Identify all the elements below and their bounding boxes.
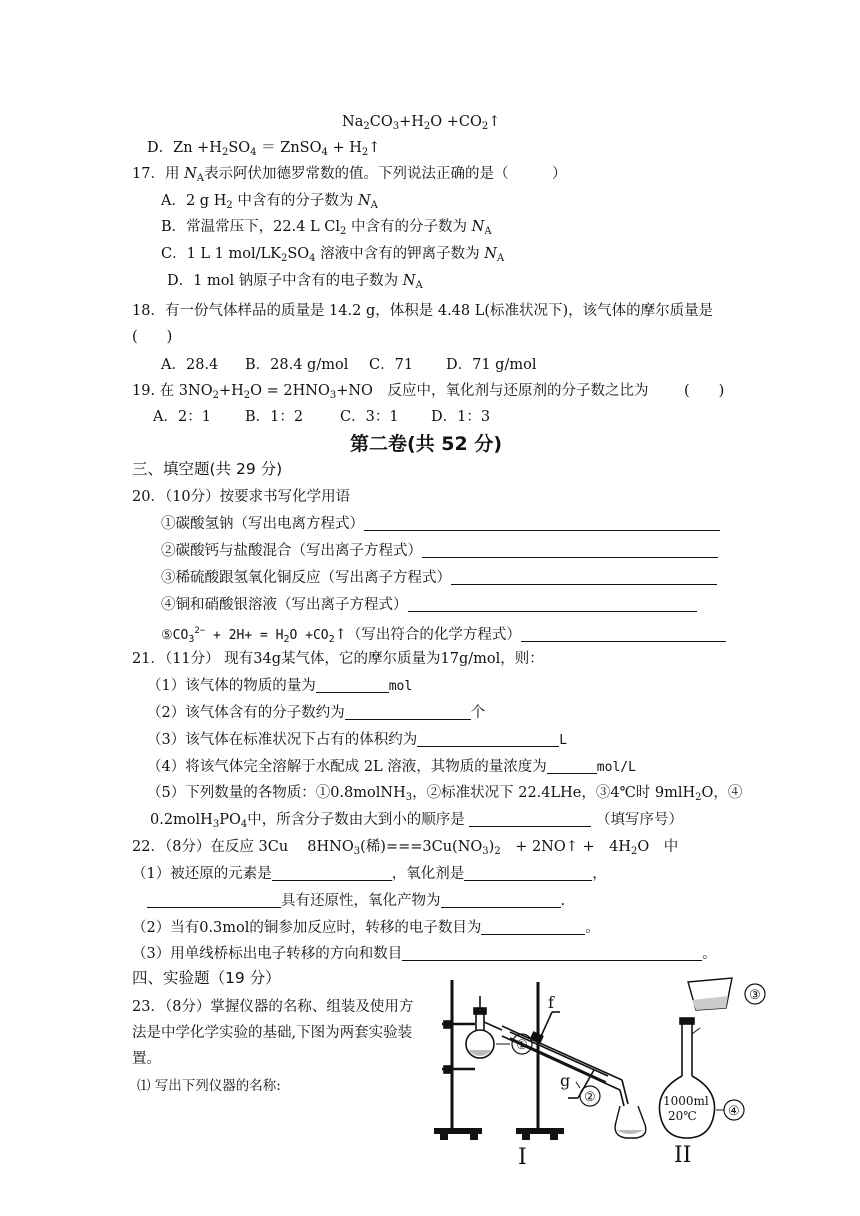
- answer-blank[interactable]: [402, 945, 702, 961]
- q18-option-a: A．28.4: [161, 357, 219, 373]
- apparatus-figure: [430, 972, 770, 1168]
- q22-line-1: （1）被还原的元素是 ，氧化剂是 ，: [132, 866, 607, 882]
- q16-option-c-continuation: $Na_2CO_3+H_2O$ $+CO_2↑$: [342, 114, 501, 132]
- q21-stem: 21．（11分） 现有34g某气体，它的摩尔质量为17g/mol，则：: [132, 651, 544, 667]
- answer-blank[interactable]: [408, 596, 697, 612]
- q21-part-5-cont: $0.2molH_3PO_4$中，所含分子数由大到小的顺序是 （填写序号）: [150, 812, 683, 830]
- q23-line-3: 置。: [132, 1051, 161, 1067]
- q18-option-b: B．28.4 g/mol: [245, 357, 349, 373]
- answer-blank[interactable]: [147, 892, 281, 908]
- q20-item-2: ②碳酸钙与盐酸混合（写出离子方程式）: [161, 541, 718, 561]
- q20-item-1: ①碳酸氢钠（写出电离方程式）: [161, 514, 720, 534]
- q20-item-4: ④铜和硝酸银溶液（写出离子方程式）: [161, 595, 697, 615]
- q23-line-4: ⑴ 写出下列仪器的名称:: [137, 1078, 281, 1094]
- label-set-i: I: [518, 1145, 527, 1168]
- q18-stem: 18．有一份气体样品的质量是 14.2 g，体积是 4.48 L(标准状况下)，该气体的摩尔质量是: [132, 303, 714, 319]
- q23-line-2: 法是中学化学实验的基础,下图为两套实验装: [132, 1025, 413, 1041]
- label-f: f: [548, 993, 554, 1012]
- q21-part-2: （2）该气体含有的分子数约为 个: [147, 705, 486, 721]
- q19-option-b: B．1：2: [245, 409, 304, 425]
- q17-option-a: A．2 g $H_2$ 中含有的分子数为 $N_A$: [161, 193, 378, 211]
- q22-line-3: （2）当有0.3mol的铜参加反应时，转移的电子数目为 。: [132, 920, 600, 936]
- q17-option-d: D．1 mol 钠原子中含有的电子数为 $N_A$: [167, 273, 423, 291]
- q19-stem: 19. 在 $3NO_2+H_2O = 2HNO_3+NO$ 反应中，氧化剂与还原剂的分子数之比为: [132, 383, 649, 401]
- q19-option-a: A．2：1: [153, 409, 211, 425]
- q17-stem: 17．用 $N_A$表示阿伏加德罗常数的值。下列说法正确的是（ ）: [132, 166, 567, 184]
- part2-title: 第二卷(共 52 分): [350, 433, 503, 455]
- answer-blank[interactable]: [469, 811, 591, 827]
- flask-temp-label: 20℃: [668, 1109, 697, 1123]
- answer-blank[interactable]: [422, 542, 718, 558]
- answer-blank[interactable]: [547, 758, 597, 774]
- q21-part-3: （3）该气体在标准状况下占有的体积约为 L: [147, 732, 568, 748]
- q22-stem: 22．（8分）在反应 3Cu $8HNO_3$(稀)$===3Cu(NO_3)_2$ + 2NO↑ + $4H_2O$ 中: [132, 839, 679, 857]
- q19-paren: ( ): [684, 383, 725, 399]
- q18-option-c: C．71: [369, 357, 414, 373]
- answer-blank[interactable]: [521, 626, 726, 642]
- q17-option-c: C．1 L 1 mol/$LK_2SO_4$ 溶液中含有的钾离子数为 $N_A$: [161, 246, 505, 264]
- q17-option-b: B．常温常压下，22.4 L $Cl_2$ 中含有的分子数为 $N_A$: [161, 219, 492, 237]
- answer-blank[interactable]: [272, 865, 392, 881]
- q19-option-d: D．1：3: [431, 409, 491, 425]
- q19-option-c: C．3：1: [340, 409, 399, 425]
- q21-part-5: （5）下列数量的各物质：①0.8molNH$_3$，②标准状况下 22.4LHe，③4℃时 9mlH$_2$O，④: [147, 785, 743, 803]
- label-3: ③: [749, 988, 761, 1003]
- q20-item-5: $⑤CO_3^{2-} + 2H+ = H_2O$ $+CO_2↑$（写出符合的化学方程式）: [161, 621, 726, 650]
- label-1: ①: [516, 1038, 528, 1053]
- answer-blank[interactable]: [417, 731, 559, 747]
- q18-option-d: D．71 g/mol: [446, 357, 537, 373]
- flask-volume-label: 1000ml: [663, 1094, 709, 1108]
- q23-line-1: 23．（8分）掌握仪器的名称、组装及使用方: [132, 999, 414, 1015]
- section4-heading: 四、实验题（19 分）: [132, 969, 281, 987]
- q18-paren: ( ): [132, 329, 173, 345]
- answer-blank[interactable]: [481, 919, 585, 935]
- q16-option-d: D．$Zn +H_2SO_4$ ＝ ZnSO$_4$ + $H_2↑$: [147, 140, 381, 158]
- label-g: g: [560, 1071, 571, 1090]
- answer-blank[interactable]: [441, 892, 561, 908]
- section3-heading: 三、填空题(共 29 分): [132, 460, 283, 478]
- q20-stem: 20．（10分）按要求书写化学用语: [132, 489, 351, 505]
- answer-blank[interactable]: [451, 569, 717, 585]
- apparatus-ii: [659, 978, 765, 1168]
- q21-part-1: （1）该气体的物质的量为 mol: [147, 678, 413, 694]
- answer-blank[interactable]: [364, 515, 720, 531]
- answer-blank[interactable]: [464, 865, 592, 881]
- q22-line-2: 具有还原性，氧化产物为 .: [147, 891, 565, 911]
- q21-part-4: （4）将该气体完全溶解于水配成 2L 溶液，其物质的量浓度为 mol/L: [147, 759, 636, 775]
- q20-item-3: ③稀硫酸跟氢氧化铜反应（写出离子方程式）: [161, 568, 717, 588]
- q22-line-4: （3）用单线桥标出电子转移的方向和数目 。: [132, 946, 717, 962]
- apparatus-i: [434, 980, 646, 1168]
- label-2: ②: [584, 1090, 596, 1105]
- label-set-ii: II: [674, 1143, 692, 1168]
- label-4: ④: [728, 1104, 740, 1119]
- answer-blank[interactable]: [316, 677, 389, 693]
- answer-blank[interactable]: [345, 704, 471, 720]
